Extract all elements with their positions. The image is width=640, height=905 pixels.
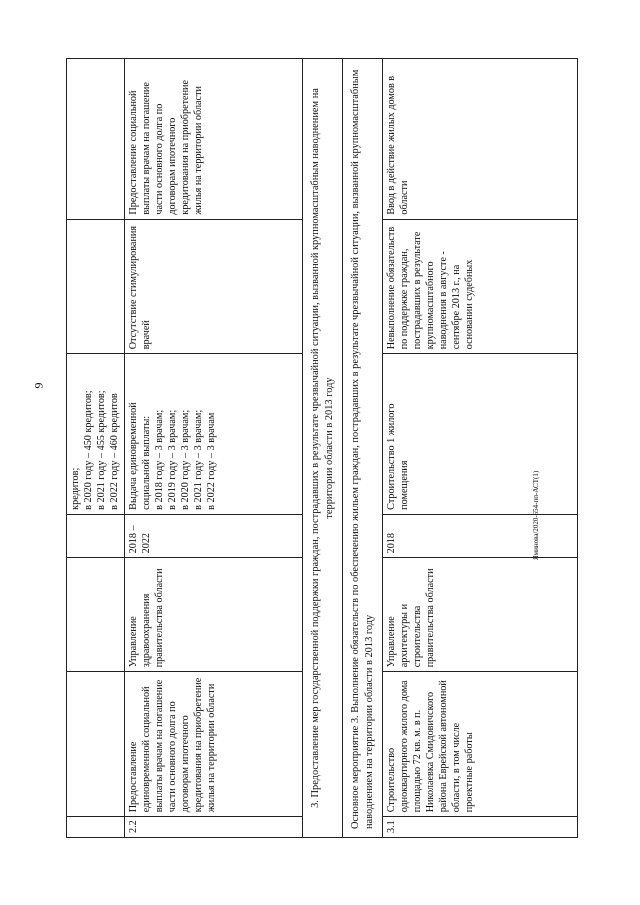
cell-result-continued: кредитов; в 2020 году – 450 кредитов; в 2021 году – 455 кредитов; в 2022 году – 460 кредитов — [67, 354, 125, 515]
cell-num: 2.2 — [125, 817, 303, 838]
cell-name: Строительство одноквартирного жилого дома площадью 72 кв. м. в п. Николаевка Смидовичского района Еврейской автономной области, в том числе проектные работы — [383, 672, 578, 817]
table-row — [383, 59, 578, 838]
cell-num: 3.1 — [383, 817, 578, 838]
cell-years: 2018 — [383, 514, 578, 558]
cell-years: 2018 – 2022 — [125, 514, 303, 558]
cell-name: Предоставление единовременной социальной выплаты врачам на погашение части основного долга по договорам ипотечного кредитования на приобретение жилья на территории области — [125, 672, 303, 817]
page-number: 9 — [31, 382, 46, 389]
rotated-table-wrapper — [66, 58, 619, 838]
cell-risk: Невыполнение обязательств по поддержке граждан, пострадавших в результате крупномасштабного наводнения в августе - сентябре 2013 г., на основании судебных — [383, 219, 578, 354]
table-row — [125, 59, 303, 838]
main-event-heading: Основное мероприятие 3. Выполнение обязательств по обеспечению жильем граждан, пострадавших в результате чрезвычайной ситуации, вызванной крупномасштабным наводнением на территории области в 2013 году — [343, 59, 383, 838]
cell-executor: Управление архитектуры и строительства правительства области — [383, 558, 578, 672]
cell-link: Предоставление социальной выплаты врачам на погашение части основного долга по договорам ипотечного кредитования на приобретение жилья на территории области — [125, 59, 303, 220]
section-heading: 3. Предоставление мер государственной поддержки граждан, пострадавших в результате чрезвычайной ситуации, вызванной крупномасштабным наводнением на территории области в 2013 году — [303, 59, 343, 838]
document-footer: Яминова/2020-654-пп-АСТ(1) — [532, 470, 540, 560]
cell-executor: Управление здравоохранения правительства области — [125, 558, 303, 672]
cell-result: Выдача единовременной социальной выплаты: в 2018 году – 3 врачам; в 2019 году – 3 врачам; в 2020 году – 3 врачам; в 2021 году – 3 врачам; в 2022 году – 3 врачам — [125, 354, 303, 515]
program-table — [66, 58, 578, 838]
cell-risk: Отсутствие стимулирования врачей — [125, 219, 303, 354]
table-row — [67, 59, 125, 838]
cell-link: Ввод в действие жилых домов в области — [383, 59, 578, 220]
cell-result: Строительство 1 жилого помещения — [383, 354, 578, 515]
section-heading-row — [303, 59, 343, 838]
main-event-row — [343, 59, 383, 838]
